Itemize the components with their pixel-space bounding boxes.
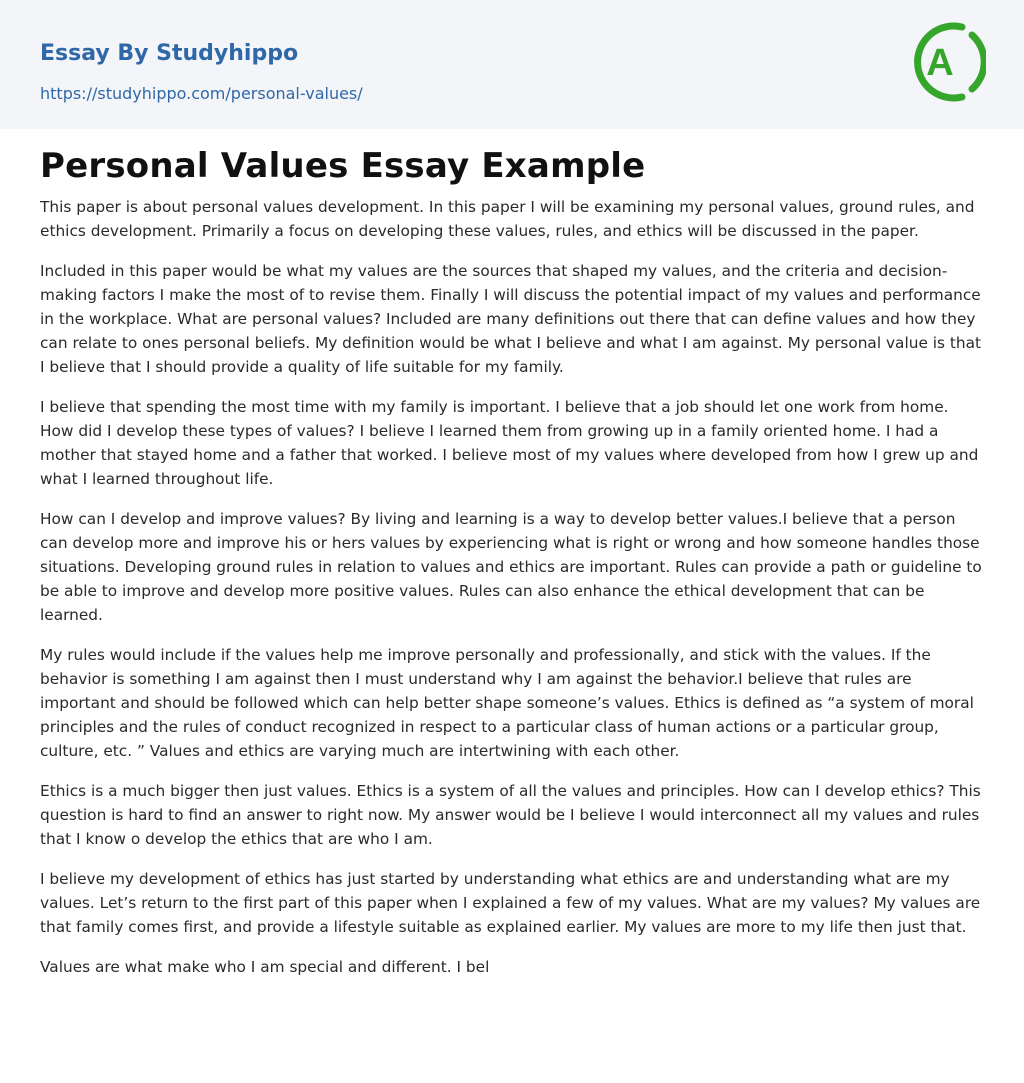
essay-paragraph: Values are what make who I am special and different. I bel bbox=[40, 958, 490, 976]
essay-url-link[interactable]: https://studyhippo.com/personal-values/ bbox=[40, 84, 363, 103]
logo-letter: A bbox=[926, 42, 954, 84]
studyhippo-logo-icon[interactable] bbox=[910, 19, 986, 105]
brand-title: Essay By Studyhippo bbox=[40, 41, 299, 66]
page-title: Personal Values Essay Example bbox=[40, 146, 646, 186]
essay-paragraph: How can I develop and improve values? By living and learning is a way to develop better values.I believe that a person can develop more and improve his or hers values by experiencing what is right or wrong and how someone handles those situations. Developing ground rules in relation to values and ethics are important. Rules can provide a path or guideline to be able to improve and develop more positive values. Rules can also enhance the ethical development that can be learned. bbox=[40, 510, 982, 624]
essay-paragraph: My rules would include if the values help me improve personally and professionally, and stick with the values. If the behavior is something I am against then I must understand why I am against the behavior.I believe that rules are important and should be followed which can help better shape someone’s values. Ethics is defined as “a system of moral principles and the rules of conduct recognized in respect to a particular class of human actions or a particular group, culture, etc. ” Values and ethics are varying much are intertwining with each other. bbox=[40, 646, 974, 760]
essay-paragraph: Included in this paper would be what my values are the sources that shaped my values, and the criteria and decision-making factors I make the most of to revise them. Finally I will discuss the potential impact of my values and performance in the workplace. What are personal values? Included are many definitions out there that can define values and how they can relate to ones personal beliefs. My definition would be what I believe and what I am against. My personal value is that I believe that I should provide a quality of life suitable for my family. bbox=[40, 262, 982, 376]
essay-paragraph: I believe my development of ethics has just started by understanding what ethics are and understanding what are my values. Let’s return to the first part of this paper when I explained a few of my values. What are my values? My values are that family comes first, and provide a lifestyle suitable as explained earlier. My values are more to my life then just that. bbox=[40, 870, 981, 936]
essay-paragraph: This paper is about personal values development. In this paper I will be examining my personal values, ground rules, and ethics development. Primarily a focus on developing these values, rules, and ethics will be discussed in the paper. bbox=[40, 198, 975, 240]
essay-paragraph: Ethics is a much bigger then just values. Ethics is a system of all the values and principles. How can I develop ethics? This question is hard to find an answer to right now. My answer would be I believe I would interconnect all my values and rules that I know o develop the ethics that are who I am. bbox=[40, 782, 981, 848]
essay-body bbox=[40, 195, 984, 995]
essay-paragraph: I believe that spending the most time with my family is important. I believe that a job should let one work from home. How did I develop these types of values? I believe I learned them from growing up in a family oriented home. I had a mother that stayed home and a father that worked. I believe most of my values where developed from how I grew up and what I learned throughout life. bbox=[40, 398, 979, 488]
